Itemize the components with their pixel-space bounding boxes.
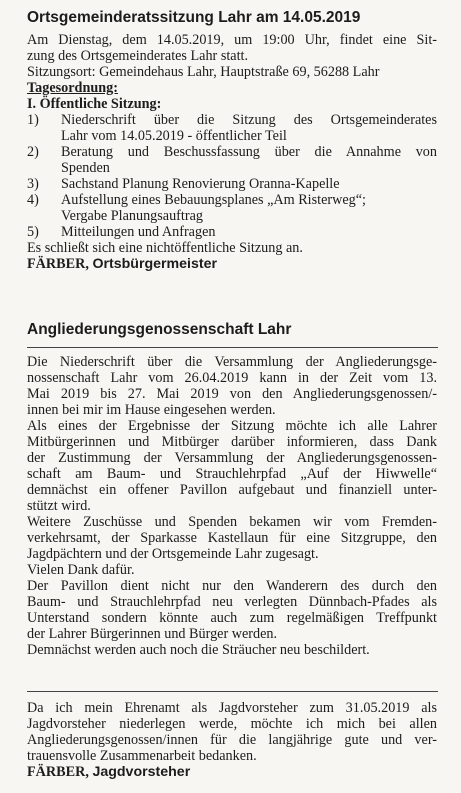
text-line: Baum- und Strauchlehrpfad neu verlegten Dünnbach-Pfades als [27,594,437,610]
text-line: verkehrsamt, der Sparkasse Kastellaun für eine Sitzgruppe, den [27,530,437,546]
text-line: Weitere Zuschüsse und Spenden bekamen wir vom Fremden- [27,514,437,530]
agenda-item-text: Lahr vom 14.05.2019 - öffentlicher Teil [61,128,287,144]
paragraph [27,418,437,514]
agenda-item-number: 1) [27,112,39,128]
text-line: Angliederungsgenossen/innen für die langjährige gute und ver- [27,732,437,748]
agenda-item [27,176,437,192]
agenda-item-number: 5) [27,224,39,240]
agenda-item-number: 2) [27,144,39,160]
agenda-item [27,192,437,224]
agenda-list [27,112,437,240]
agenda-item-text: Mitteilungen und Anfragen [61,224,216,240]
agenda-item-text: Niederschrift über die Sitzung des Ortsgemeinderates [61,112,437,128]
text-line: Die Niederschrift über die Versammlung der Angliederungsge- [27,354,437,370]
public-session-heading: I. Öffentliche Sitzung: [27,96,162,112]
paragraph [27,354,437,418]
resignation-notice [27,700,437,780]
council-meeting-title: Ortsgemeinderatssitzung Lahr am 14.05.2019 [27,9,361,26]
agenda-item [27,224,437,240]
meeting-intro [27,32,437,80]
text-line: Der Pavillon dient nicht nur den Wanderern des durch den [27,578,437,594]
agenda-item-text: Aufstellung eines Bebauungsplanes „Am Risterweg“; [61,192,366,208]
closing-note: Es schließt sich eine nichtöffentliche Sitzung an. [27,240,303,256]
text-line: schaft am Baum- und Strauchlehrpfad „Auf der Hiwwelle“ [27,466,437,482]
agenda-item-text: Sachstand Planung Renovierung Oranna-Kapelle [61,176,340,192]
text-line: der Lahrer Bürgerinnen und Bürger werden. [27,626,278,642]
intro-line: zung des Ortsgemeinderates Lahr statt. [27,48,249,64]
association-title: Angliederungsgenossenschaft Lahr [27,321,292,338]
text-line: Jagdvorsteher niederlegen werde, möchte ich mich bei allen [27,716,437,732]
signature [27,256,437,272]
signature [27,764,437,780]
text-line: Mai 2019 bis 27. Mai 2019 von den Angliederungsgenossen/- [27,386,437,402]
council-meeting-notice [27,8,437,272]
agenda-item [27,144,437,176]
text-line: trauensvolle Zusammenarbeit bedanken. [27,748,257,764]
agenda-item [27,112,437,144]
text-line: Unterstand sondern könnte auch zum regelmäßigen Treffpunkt [27,610,437,626]
signature-role: Ortsbürgermeister [92,256,218,272]
meeting-location: Sitzungsort: Gemeindehaus Lahr, Hauptstraße 69, 56288 Lahr [27,64,380,80]
agenda-item-text: Spenden [61,160,110,176]
agenda-item-text: Vergabe Planungsauftrag [61,208,203,224]
text-line: stützt wird. [27,498,91,514]
agenda-item-number: 4) [27,192,39,208]
text-line: innen bei mir im Hause eingesehen werden. [27,402,276,418]
signature-name: FÄRBER, [27,764,89,780]
agenda-heading: Tagesordnung: [27,80,118,96]
text-line: nossenschaft Lahr vom 26.04.2019 kann in der Zeit vom 13. [27,370,437,386]
signature-name: FÄRBER, [27,256,89,272]
association-notice [27,320,437,340]
text-line: Mitbürgerinnen und Mitbürger darüber informieren, dass Dank [27,434,437,450]
intro-line: Am Dienstag, dem 14.05.2019, um 19:00 Uhr, findet eine Sit- [27,32,437,48]
text-line: Da ich mein Ehrenamt als Jagdvorsteher zum 31.05.2019 als [27,700,437,716]
association-body [27,354,437,658]
paragraph [27,514,437,562]
text-line: Als eines der Ergebnisse der Sitzung möchte ich alle Lahrer [27,418,437,434]
text-line: der Zustimmung der Versammlung der Angliederungsgenossen- [27,450,437,466]
section-divider [27,691,438,692]
section-divider [27,347,438,348]
paragraph [27,578,437,642]
text-line: Jagdpächtern und der Ortsgemeinde Lahr zugesagt. [27,546,319,562]
thank-you-line: Vielen Dank dafür. [27,562,135,578]
text-line: demnächst ein offener Pavillon aufgebaut und finanziell unter- [27,482,437,498]
agenda-item-number: 3) [27,176,39,192]
signature-role: Jagdvorsteher [92,764,191,780]
agenda-item-text: Beratung und Beschussfassung über die Annahme von [61,144,437,160]
text-line: Demnächst werden auch noch die Sträucher neu beschildert. [27,642,370,658]
